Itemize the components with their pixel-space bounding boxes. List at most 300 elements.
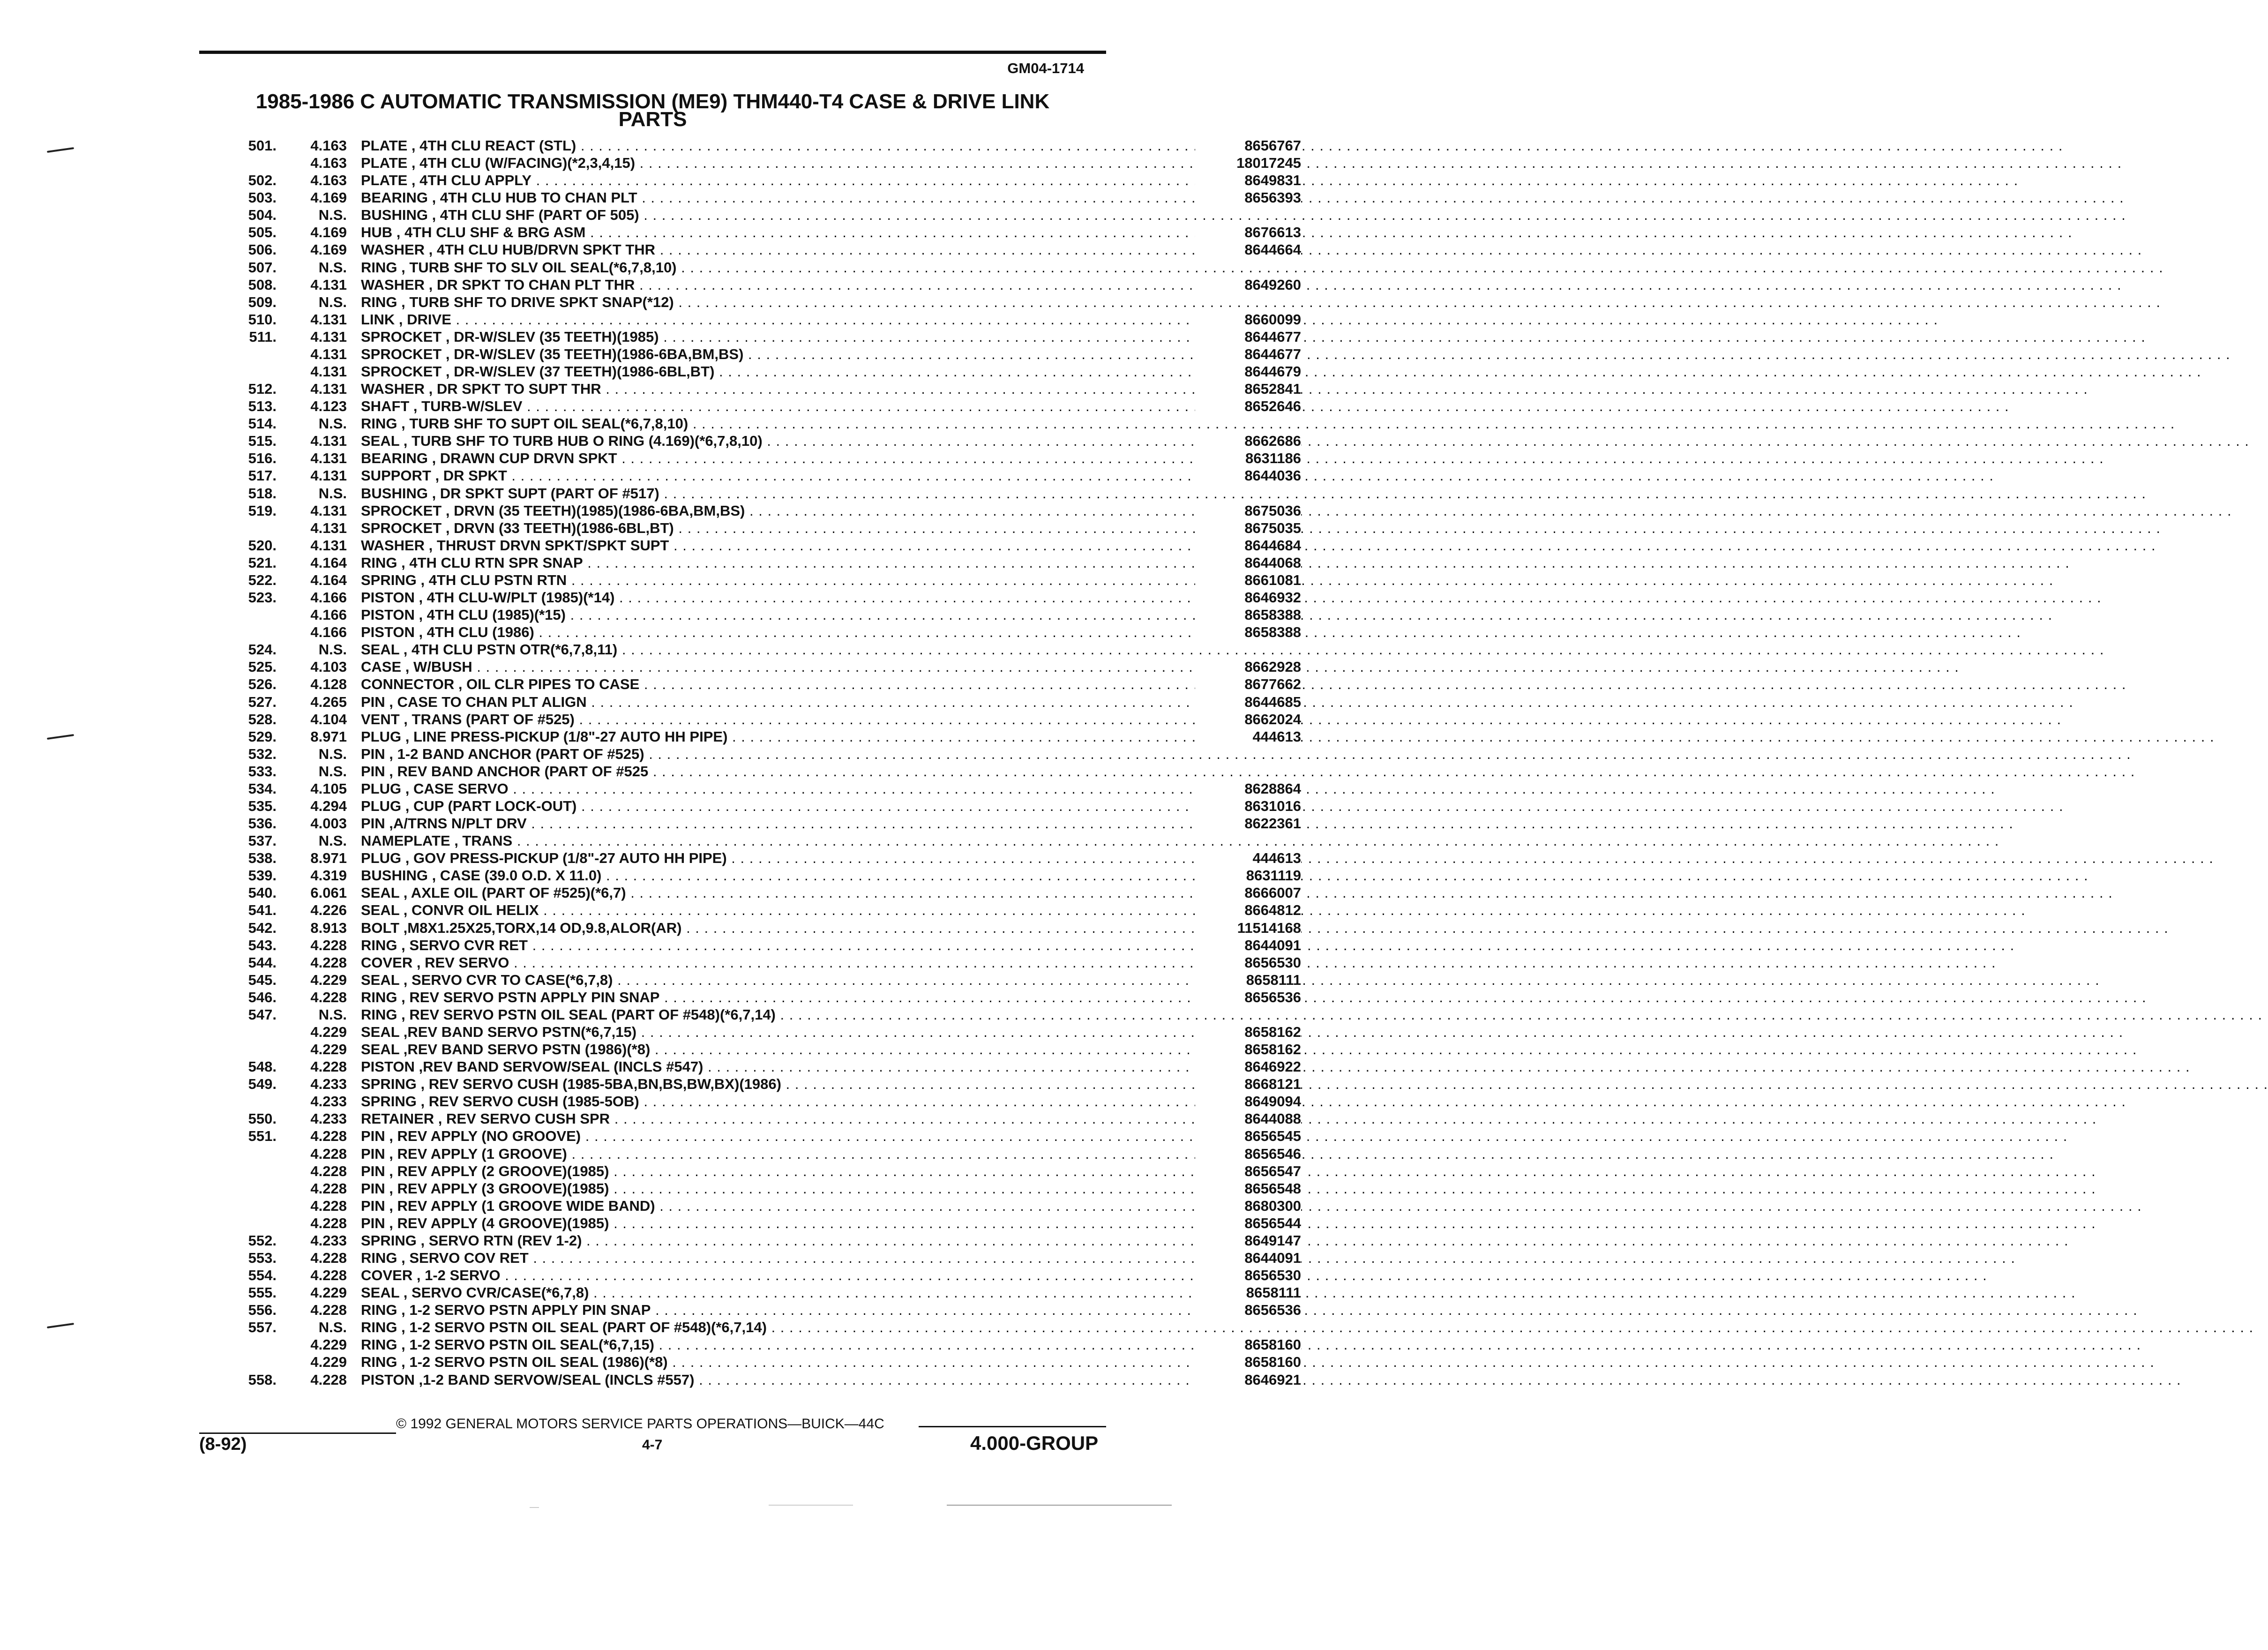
part-description: SPROCKET , DRVN (33 TEETH)(1986-6BL,BT) . . . — [361, 519, 1195, 537]
group-number: 4.228 — [310, 1215, 347, 1231]
group-number: 4.228 — [310, 1371, 347, 1388]
group-number: 4.169 — [310, 189, 347, 206]
group-number: N.S. — [318, 293, 347, 310]
part-number: 8656546 — [1195, 1145, 1301, 1162]
part-description: PISTON ,1-2 BAND SERVOW/SEAL (INCLS #557) . . . — [361, 1371, 1195, 1388]
part-description: SEAL ,REV BAND SERVO PSTN(*6,7,15) . . . — [361, 1023, 1195, 1041]
part-row — [187, 815, 1301, 832]
copyright-text: © 1992 GENERAL MOTORS SERVICE PARTS OPERATIONS—BUICK—44C — [396, 1416, 884, 1432]
part-row — [187, 693, 1301, 711]
part-row — [187, 241, 1301, 258]
part-number: 8644677 — [1195, 345, 1301, 363]
part-row — [187, 1336, 1301, 1353]
part-number: 8656547 — [1195, 1162, 1301, 1180]
part-row — [187, 658, 1301, 675]
part-row — [187, 137, 1301, 154]
part-description: RING , SERVO CVR RET . . . — [361, 937, 1195, 954]
part-row — [187, 206, 1115, 224]
part-row — [187, 1180, 1301, 1197]
ref-number: 523. — [248, 589, 277, 606]
ref-number: 516. — [248, 450, 277, 467]
part-number: 8652841 — [1195, 380, 1301, 398]
footer-rule-right — [919, 1426, 1106, 1427]
scan-artifact — [769, 1505, 853, 1506]
ref-number: 553. — [248, 1250, 277, 1266]
group-number: 4.131 — [310, 537, 347, 554]
ref-number: 554. — [248, 1267, 277, 1284]
part-description: WASHER , DR SPKT TO SUPT THR . . . — [361, 380, 1195, 398]
part-number: 8644684 — [1195, 537, 1301, 554]
ref-number: 552. — [248, 1232, 277, 1249]
ref-number: 502. — [248, 172, 277, 189]
group-number: 4.123 — [310, 398, 347, 415]
part-row — [187, 154, 1301, 172]
part-number: 8644068 — [1195, 554, 1301, 571]
part-row — [187, 675, 1301, 693]
part-description: PIN , REV APPLY (2 GROOVE)(1985) . . . — [361, 1162, 1195, 1180]
group-number: 4.228 — [310, 1302, 347, 1319]
part-number: 8658111 — [1195, 971, 1301, 989]
part-row — [187, 485, 1115, 502]
part-description: WASHER , 4TH CLU HUB/DRVN SPKT THR . . . — [361, 241, 1195, 258]
part-number: 8652646 — [1195, 398, 1301, 415]
group-number: 4.229 — [310, 1023, 347, 1040]
group-number: N.S. — [318, 485, 347, 502]
group-number: 8.971 — [310, 728, 347, 745]
part-description: RING , TURB SHF TO SUPT OIL SEAL(*6,7,8,10) . . . — [361, 415, 1195, 432]
group-number: 4.228 — [310, 1162, 347, 1179]
ref-number: 517. — [248, 467, 277, 484]
part-number: 8644664 — [1195, 241, 1301, 258]
part-number: 8649831 — [1195, 172, 1301, 189]
part-number: 8658111 — [1195, 1284, 1301, 1301]
part-number: 18017245 — [1195, 154, 1301, 172]
part-row — [187, 1249, 1301, 1267]
part-row — [187, 415, 1115, 432]
part-description: RING , 1-2 SERVO PSTN OIL SEAL(*6,7,15) . . . — [361, 1336, 1195, 1353]
ref-number: 544. — [248, 954, 277, 971]
group-number: 4.228 — [310, 989, 347, 1005]
part-description: SPROCKET , DR-W/SLEV (35 TEETH)(1986-6BA,BM,BS) . . . — [361, 345, 1195, 363]
part-row — [187, 1006, 1115, 1023]
part-row — [187, 172, 1301, 189]
part-description: PIN , 1-2 BAND ANCHOR (PART OF #525) . . . — [361, 745, 1195, 763]
part-description: SEAL , CONVR OIL HELIX . . . — [361, 901, 1195, 919]
ref-number: 541. — [248, 902, 277, 919]
part-number: 444613 — [1195, 728, 1301, 745]
title-line-2: PARTS — [618, 108, 687, 131]
group-number: 4.169 — [310, 241, 347, 258]
group-number: 4.228 — [310, 1197, 347, 1214]
title-line-1: 1985-1986 C AUTOMATIC TRANSMISSION (ME9) THM440-T4 CASE & DRIVE LINK — [255, 90, 1050, 113]
ref-number: 520. — [248, 537, 277, 554]
part-number: 8675035 — [1195, 519, 1301, 537]
part-description: CASE , W/BUSH . . . — [361, 658, 1195, 675]
part-number: 8646922 — [1195, 1058, 1301, 1075]
ref-number: 535. — [248, 797, 277, 814]
part-description: PISTON , 4TH CLU-W/PLT (1985)(*14) . . . — [361, 589, 1195, 606]
ref-number: 528. — [248, 711, 277, 728]
group-number: N.S. — [318, 832, 347, 849]
revision-date: (8-92) — [199, 1434, 247, 1454]
group-number: N.S. — [318, 259, 347, 276]
group-number: 4.229 — [310, 1354, 347, 1371]
part-number: 8658160 — [1195, 1353, 1301, 1371]
part-description: PIN , REV APPLY (NO GROOVE) . . . — [361, 1127, 1195, 1145]
group-number: 4.233 — [310, 1110, 347, 1127]
ref-number: 546. — [248, 989, 277, 1005]
ref-number: 521. — [248, 554, 277, 571]
ref-number: 534. — [248, 780, 277, 797]
group-number: 4.229 — [310, 1284, 347, 1301]
group-number: 4.228 — [310, 1058, 347, 1075]
group-number: 4.104 — [310, 711, 347, 728]
group-number: 4.131 — [310, 467, 347, 484]
part-row — [187, 641, 1115, 658]
part-number: 8649260 — [1195, 276, 1301, 293]
part-row — [187, 345, 1301, 363]
part-description: PIN , REV APPLY (4 GROOVE)(1985) . . . — [361, 1215, 1195, 1232]
part-row — [187, 1162, 1301, 1180]
part-row — [187, 763, 1115, 780]
part-number: 8649147 — [1195, 1232, 1301, 1249]
group-number: 4.164 — [310, 571, 347, 588]
ref-number: 515. — [248, 433, 277, 450]
part-row — [187, 901, 1301, 919]
group-number: N.S. — [318, 1006, 347, 1023]
part-number: 8662686 — [1195, 432, 1301, 450]
part-description: SEAL , 4TH CLU PSTN OTR(*6,7,8,11) . . . — [361, 641, 1195, 658]
part-description: PIN , CASE TO CHAN PLT ALIGN . . . — [361, 693, 1195, 711]
part-row — [187, 1127, 1301, 1145]
group-number: 4.163 — [310, 172, 347, 189]
part-row — [187, 1058, 1301, 1075]
group-number: 4.131 — [310, 381, 347, 398]
part-description: SPROCKET , DR-W/SLEV (35 TEETH)(1985) . . . — [361, 328, 1195, 345]
part-description: RING , REV SERVO PSTN APPLY PIN SNAP . . . — [361, 989, 1195, 1006]
group-number: 4.103 — [310, 659, 347, 675]
group-number: 4.131 — [310, 276, 347, 293]
part-number: 8658162 — [1195, 1041, 1301, 1058]
group-number: 4.228 — [310, 1180, 347, 1197]
group-number: 4.166 — [310, 624, 347, 641]
part-row — [187, 884, 1301, 901]
footer-rule-left — [199, 1432, 396, 1434]
ref-number: 555. — [248, 1284, 277, 1301]
part-number: 8656530 — [1195, 1267, 1301, 1284]
group-number: 4.166 — [310, 607, 347, 623]
part-number: 8661081 — [1195, 571, 1301, 589]
ref-number: 532. — [248, 745, 277, 762]
part-row — [187, 1319, 1115, 1336]
group-number: 4.128 — [310, 676, 347, 693]
ref-number: 509. — [248, 293, 277, 310]
part-row — [187, 554, 1301, 571]
part-row — [187, 919, 1301, 937]
group-number: 4.105 — [310, 780, 347, 797]
ref-number: 504. — [248, 207, 277, 224]
part-number: 8644091 — [1195, 1249, 1301, 1267]
part-row — [187, 1197, 1301, 1215]
page-number: 4-7 — [642, 1437, 663, 1453]
group-number: 4.233 — [310, 1093, 347, 1110]
ref-number: 538. — [248, 850, 277, 867]
parts-list — [187, 137, 1301, 1388]
group-number: 4.169 — [310, 224, 347, 241]
part-description: RING , 1-2 SERVO PSTN OIL SEAL (1986)(*8) . . . — [361, 1353, 1195, 1371]
part-number: 8676613 — [1195, 224, 1301, 241]
part-description: SPRING , 4TH CLU PSTN RTN . . . — [361, 571, 1195, 589]
part-row — [187, 189, 1301, 206]
group-number: 4.228 — [310, 954, 347, 971]
part-number: 8644088 — [1195, 1110, 1301, 1127]
group-number: 4.319 — [310, 867, 347, 884]
part-description: PLUG , LINE PRESS-PICKUP (1/8"-27 AUTO HH PIPE) . . . — [361, 728, 1195, 745]
part-row — [187, 1371, 1301, 1388]
part-row — [187, 571, 1301, 589]
ref-number: 511. — [249, 328, 277, 345]
part-row — [187, 589, 1301, 606]
part-row — [187, 293, 1115, 311]
group-number: N.S. — [318, 763, 347, 780]
part-row — [187, 711, 1301, 728]
group-number: 4.131 — [310, 363, 347, 380]
part-row — [187, 797, 1301, 815]
part-description: PISTON ,REV BAND SERVOW/SEAL (INCLS #547) . . . — [361, 1058, 1195, 1075]
part-description: BOLT ,M8X1.25X25,TORX,14 OD,9.8,ALOR(AR) . . . — [361, 919, 1195, 937]
ref-number: 510. — [248, 311, 277, 328]
group-number: 4.131 — [310, 519, 347, 536]
group-number: 4.233 — [310, 1232, 347, 1249]
part-row — [187, 398, 1301, 415]
group-number: N.S. — [318, 745, 347, 762]
part-row — [187, 849, 1301, 867]
ref-number: 547. — [248, 1006, 277, 1023]
ref-number: 501. — [248, 137, 277, 154]
part-description: SEAL , AXLE OIL (PART OF #525)(*6,7) . . . — [361, 884, 1195, 901]
group-number: 4.163 — [310, 137, 347, 154]
part-number: 8644677 — [1195, 328, 1301, 345]
part-row — [187, 745, 1115, 763]
part-row — [187, 954, 1301, 971]
part-description: VENT , TRANS (PART OF #525) . . . — [361, 711, 1195, 728]
part-description: SUPPORT , DR SPKT . . . — [361, 467, 1195, 484]
part-number: 8656545 — [1195, 1127, 1301, 1145]
part-number: 8644036 — [1195, 467, 1301, 484]
ref-number: 540. — [248, 885, 277, 901]
part-row — [187, 224, 1301, 241]
part-row — [187, 1232, 1301, 1249]
part-description: SEAL , TURB SHF TO TURB HUB O RING (4.169)(*6,7,8,10) . . . — [361, 432, 1195, 450]
part-number: 8656536 — [1195, 989, 1301, 1006]
part-description: PIN , REV APPLY (3 GROOVE)(1985) . . . — [361, 1180, 1195, 1197]
group-number: 4.131 — [310, 502, 347, 519]
part-number: 8658388 — [1195, 606, 1301, 623]
part-description: SPRING , SERVO RTN (REV 1-2) . . . — [361, 1232, 1195, 1249]
part-row — [187, 328, 1301, 345]
group-number: 4.164 — [310, 554, 347, 571]
group-number: 4.228 — [310, 1128, 347, 1145]
group-number: 4.228 — [310, 1267, 347, 1284]
group-number: N.S. — [318, 415, 347, 432]
part-description: BEARING , DRAWN CUP DRVN SPKT . . . — [361, 450, 1195, 467]
part-number: 8660099 — [1195, 311, 1301, 328]
part-row — [187, 1110, 1301, 1127]
group-number: 4.229 — [310, 1336, 347, 1353]
hole-punch-mark — [47, 147, 74, 153]
group-number: 4.131 — [310, 328, 347, 345]
part-description: RETAINER , REV SERVO CUSH SPR . . . — [361, 1110, 1195, 1127]
part-description: RING , TURB SHF TO DRIVE SPKT SNAP(*12) . . . — [361, 293, 1195, 311]
ref-number: 542. — [248, 919, 277, 936]
ref-number: 549. — [248, 1076, 277, 1093]
part-description: SEAL , SERVO CVR/CASE(*6,7,8) . . . — [361, 1284, 1195, 1301]
part-description: RING , REV SERVO PSTN OIL SEAL (PART OF #548)(*6,7,14) . . . — [361, 1006, 1195, 1023]
part-number: 8622361 — [1195, 815, 1301, 832]
part-description: PLUG , GOV PRESS-PICKUP (1/8"-27 AUTO HH PIPE) . . . — [361, 849, 1195, 867]
part-description: BUSHING , 4TH CLU SHF (PART OF 505) . . . — [361, 206, 1195, 224]
part-description: SHAFT , TURB-W/SLEV . . . — [361, 398, 1195, 415]
part-description: BUSHING , DR SPKT SUPT (PART OF #517) . . . — [361, 485, 1195, 502]
ref-number: 518. — [248, 485, 277, 502]
part-description: CONNECTOR , OIL CLR PIPES TO CASE . . . — [361, 675, 1195, 693]
part-description: PIN , REV APPLY (1 GROOVE WIDE BAND) . . . — [361, 1197, 1195, 1215]
ref-number: 539. — [248, 867, 277, 884]
part-number: 8631119 — [1195, 867, 1301, 884]
ref-number: 526. — [248, 676, 277, 693]
group-number: 8.971 — [310, 850, 347, 867]
ref-number: 536. — [248, 815, 277, 832]
part-description: BEARING , 4TH CLU HUB TO CHAN PLT . . . — [361, 189, 1195, 206]
part-number: 8649094 — [1195, 1093, 1301, 1110]
group-number: 8.913 — [310, 919, 347, 936]
part-number: 444613 — [1195, 849, 1301, 867]
part-description: PLATE , 4TH CLU APPLY . . . — [361, 172, 1195, 189]
ref-number: 550. — [248, 1110, 277, 1127]
part-row — [187, 937, 1301, 954]
part-number: 8664812 — [1195, 901, 1301, 919]
part-number: 8656767 — [1195, 137, 1301, 154]
group-number: 4.265 — [310, 693, 347, 710]
part-row — [187, 989, 1301, 1006]
part-row — [187, 1075, 1301, 1093]
group-number: N.S. — [318, 1319, 347, 1336]
part-number: 8644685 — [1195, 693, 1301, 711]
part-row — [187, 832, 1115, 849]
ref-number: 519. — [248, 502, 277, 519]
group-number: 4.294 — [310, 797, 347, 814]
document-id: GM04-1714 — [1007, 60, 1084, 76]
part-row — [187, 311, 1301, 328]
part-number: 8656393 — [1195, 189, 1301, 206]
part-row — [187, 780, 1301, 797]
group-number: 4.228 — [310, 1145, 347, 1162]
part-description: HUB , 4TH CLU SHF & BRG ASM . . . — [361, 224, 1195, 241]
group-number: 4.131 — [310, 433, 347, 450]
group-number: 4.131 — [310, 311, 347, 328]
part-description: RING , 1-2 SERVO PSTN OIL SEAL (PART OF #548)(*6,7,14) . . . — [361, 1319, 1195, 1336]
part-description: BUSHING , CASE (39.0 O.D. X 11.0) . . . — [361, 867, 1195, 884]
ref-number: 557. — [248, 1319, 277, 1336]
part-description: COVER , 1-2 SERVO . . . — [361, 1267, 1195, 1284]
part-row — [187, 971, 1301, 989]
part-row — [187, 519, 1301, 537]
ref-number: 505. — [248, 224, 277, 241]
part-row — [187, 380, 1301, 398]
part-number: 8656536 — [1195, 1301, 1301, 1319]
part-row — [187, 432, 1301, 450]
group-number: 4.131 — [310, 345, 347, 362]
scan-artifact — [530, 1507, 539, 1508]
hole-punch-mark — [47, 1323, 74, 1328]
part-row — [187, 276, 1301, 293]
part-description: RING , 1-2 SERVO PSTN APPLY PIN SNAP . . . — [361, 1301, 1195, 1319]
part-row — [187, 1267, 1301, 1284]
part-description: PIN , REV APPLY (1 GROOVE) . . . — [361, 1145, 1195, 1162]
ref-number: 514. — [248, 415, 277, 432]
part-number: 8631186 — [1195, 450, 1301, 467]
part-description: PIN , REV BAND ANCHOR (PART OF #525 . . . — [361, 763, 1195, 780]
part-number: 8656544 — [1195, 1215, 1301, 1232]
part-number: 8677662 — [1195, 675, 1301, 693]
part-description: SPRING , REV SERVO CUSH (1985-5BA,BN,BS,BW,BX)(1986) . . . — [361, 1075, 1195, 1093]
part-row — [187, 537, 1301, 554]
part-description: PLUG , CASE SERVO . . . — [361, 780, 1195, 797]
part-number: 8666007 — [1195, 884, 1301, 901]
ref-number: 533. — [248, 763, 277, 780]
part-row — [187, 728, 1301, 745]
group-number: 4.228 — [310, 937, 347, 953]
ref-number: 524. — [248, 641, 277, 658]
part-row — [187, 867, 1301, 884]
part-description: PLUG , CUP (PART LOCK-OUT) . . . — [361, 797, 1195, 815]
part-row — [187, 502, 1301, 519]
part-number: 11514168 — [1195, 919, 1301, 937]
part-description: PLATE , 4TH CLU (W/FACING)(*2,3,4,15) . . . — [361, 154, 1195, 172]
page-title — [199, 90, 1106, 131]
part-description: COVER , REV SERVO . . . — [361, 954, 1195, 971]
part-number: 8646932 — [1195, 589, 1301, 606]
part-number: 8658388 — [1195, 623, 1301, 641]
ref-number: 537. — [248, 832, 277, 849]
part-number: 8662024 — [1195, 711, 1301, 728]
hole-punch-mark — [47, 734, 74, 740]
ref-number: 508. — [248, 276, 277, 293]
part-number: 8658160 — [1195, 1336, 1301, 1353]
group-number: 4.229 — [310, 971, 347, 988]
part-row — [187, 259, 1115, 276]
part-number: 8668121 — [1195, 1075, 1301, 1093]
part-number: 8646921 — [1195, 1371, 1301, 1388]
part-number: 8658162 — [1195, 1023, 1301, 1041]
ref-number: 507. — [248, 259, 277, 276]
ref-number: 522. — [248, 571, 277, 588]
scan-artifact — [947, 1505, 1172, 1506]
group-number: 4.163 — [310, 155, 347, 172]
ref-number: 503. — [248, 189, 277, 206]
part-description: WASHER , THRUST DRVN SPKT/SPKT SUPT . . . — [361, 537, 1195, 554]
part-description: PISTON , 4TH CLU (1986) . . . — [361, 623, 1195, 641]
part-description: SPROCKET , DRVN (35 TEETH)(1985)(1986-6BA,BM,BS) . . . — [361, 502, 1195, 519]
top-rule — [199, 51, 1106, 54]
part-description: SPROCKET , DR-W/SLEV (37 TEETH)(1986-6BL,BT) . . . — [361, 363, 1195, 380]
part-row — [187, 1284, 1301, 1301]
part-row — [187, 1353, 1301, 1371]
part-row — [187, 467, 1301, 484]
ref-number: 513. — [248, 398, 277, 415]
part-row — [187, 1023, 1301, 1041]
group-label: 4.000-GROUP — [970, 1432, 1099, 1454]
